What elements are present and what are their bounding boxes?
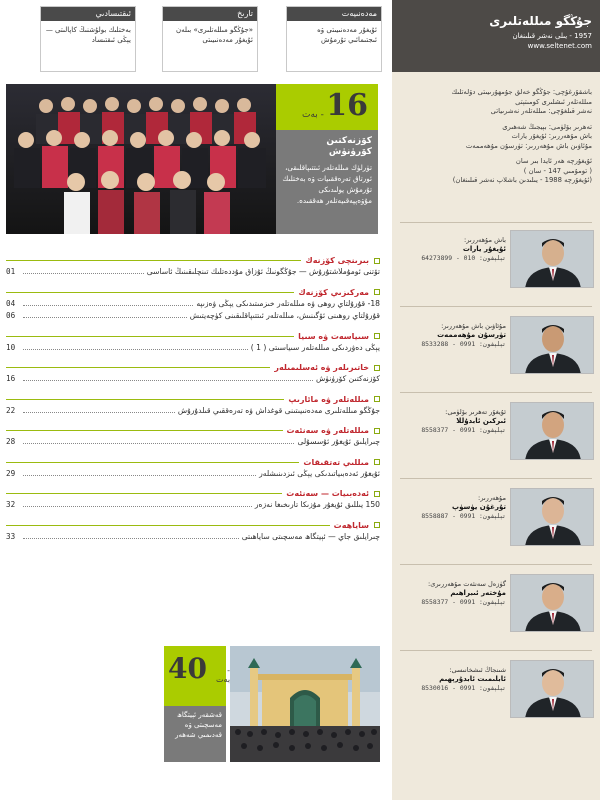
group-photo bbox=[6, 84, 276, 234]
toc-leader-dots bbox=[23, 443, 294, 444]
toc-section-header bbox=[6, 458, 380, 467]
staff-info bbox=[402, 236, 506, 263]
toc-page-number: 10 bbox=[6, 342, 16, 352]
toc-page-number: 16 bbox=[6, 374, 16, 383]
staff-role: باش مۇھەررىر: bbox=[463, 236, 506, 244]
toc-entry-title: چىرايلىق ئۇيغۇر ئۇسسۇلى bbox=[297, 437, 380, 446]
toc-section-header bbox=[6, 426, 380, 435]
logo-year: 1957 - يىلى نەشر قىلىنغان bbox=[512, 32, 592, 40]
teaser-card-culture[interactable] bbox=[286, 6, 382, 72]
toc-section-header bbox=[6, 256, 380, 265]
info-line: نەشر قىلغۇچى: مىللەتلەر نەشرىياتى bbox=[490, 107, 592, 115]
teaser-text: بەختلىك بولۇشنىڭ كاپالىتى — يېڭى ئىقتىساد bbox=[45, 26, 131, 44]
toc-page-number: 29 bbox=[6, 468, 16, 478]
section-rule bbox=[6, 260, 301, 261]
toc-page-number: 06 bbox=[6, 311, 16, 320]
info-line: (ئۇيغۇرچە 1988 - يىلىدىن باشلاپ نەشر قىلىنغان) bbox=[452, 176, 592, 184]
staff-phone: تېلېفون: 0991 - 8530016 bbox=[421, 684, 506, 692]
section-square-icon bbox=[374, 365, 380, 371]
page40-teaser: قەشقەر ئېيتگاھ مەسچىتى ۋە قەدىمىي شەھەر bbox=[164, 706, 226, 762]
staff-portrait bbox=[510, 316, 594, 374]
staff-phone: تېلېفون: 0991 - 8558887 bbox=[421, 512, 506, 520]
info-line: تەھرىر بۆلۈمى: بېيجىڭ شەھىرى bbox=[502, 122, 592, 131]
section-title: سىياسەت ۋە سىيا bbox=[298, 331, 369, 341]
section-rule bbox=[6, 525, 330, 526]
staff-phone: تېلېفون: 010 - 64273899 bbox=[421, 254, 506, 262]
toc-leader-dots bbox=[23, 349, 248, 350]
teaser-band: تارىخ bbox=[163, 7, 257, 21]
page16-label: - بەت bbox=[302, 110, 324, 120]
toc-entry-title: 18- قۇرۇلتاي روھى ۋە مىللەتلەر خىزمىتىدىكى يېڭى ۋەزىپە bbox=[196, 298, 380, 308]
sidebar-divider bbox=[400, 306, 592, 307]
staff-name: ئۇيغۇر يارات bbox=[462, 245, 506, 253]
toc-entry-title: جۇڭگو مىللەتلىرى مەدەنىيىتىنى قوغداش ۋە تەرەققىي قىلدۇرۇش bbox=[177, 405, 380, 415]
toc-section-header bbox=[6, 395, 380, 404]
staff-phone: تېلېفون: 0991 - 8558377 bbox=[421, 426, 506, 434]
section-title: ئەدەبىيات — سەنئەت bbox=[286, 489, 369, 498]
toc-section-header bbox=[6, 363, 380, 372]
section-square-icon bbox=[374, 396, 380, 402]
page16-teaser bbox=[276, 130, 378, 234]
staff-portrait bbox=[510, 230, 594, 288]
toc-leader-dots bbox=[23, 538, 239, 539]
section-title: مىللەتلەر ۋە سەنئەت bbox=[286, 426, 369, 435]
toc-entry-title: 150 يىللىق ئۇيغۇر مۇزىكا تارىخىغا نەزەر bbox=[254, 500, 380, 509]
section-rule bbox=[6, 367, 270, 368]
section-square-icon bbox=[374, 459, 380, 465]
staff-info bbox=[402, 494, 506, 521]
toc-entry[interactable] bbox=[6, 406, 380, 417]
teaser-band: ئىقتىسادىي bbox=[41, 7, 135, 21]
teaser-text: «جۇڭگو مىللەتلىرى» بىلەن ئۇيغۇر مەدەنىيىتى bbox=[175, 26, 253, 44]
info-line: باشقۇرغۇچى: جۇڭگو خەلق جۇمھۇرىيىتى دۆلەتلىك bbox=[451, 88, 592, 96]
section-square-icon bbox=[374, 333, 380, 339]
staff-portrait bbox=[510, 488, 594, 546]
staff-name: مۇختەر ئىبراھىم bbox=[450, 589, 506, 597]
staff-phone: تېلېفون: 0991 - 8558377 bbox=[421, 598, 506, 606]
sidebar-divider bbox=[400, 564, 592, 565]
staff-role: مۇھەررىر: bbox=[477, 494, 506, 502]
staff-info bbox=[402, 322, 506, 349]
toc-page-number: 04 bbox=[6, 298, 16, 308]
sidebar-divider bbox=[400, 222, 592, 223]
toc-entry-title: چىرايلىق جاي — ئېيتگاھ مەسچىتى ساياھىتى bbox=[241, 531, 380, 541]
toc-page-number: 32 bbox=[6, 500, 16, 509]
toc-entry[interactable] bbox=[6, 469, 380, 480]
toc-leader-dots bbox=[23, 273, 144, 274]
staff-role: گۈزەل سەنئەت مۇھەررىرى: bbox=[428, 580, 506, 588]
staff-info bbox=[402, 666, 506, 693]
toc-entry[interactable] bbox=[6, 299, 380, 310]
toc-entry-title: كۆزنەكتىن كۆرۈنۈش bbox=[316, 374, 380, 383]
toc-leader-dots bbox=[23, 305, 193, 306]
teaser-card-economy[interactable] bbox=[40, 6, 136, 72]
page40-number: 40 bbox=[168, 652, 207, 685]
section-square-icon bbox=[374, 428, 380, 434]
toc-entry[interactable] bbox=[6, 532, 380, 543]
magazine-logo[interactable] bbox=[392, 0, 600, 72]
sidebar-divider bbox=[400, 478, 592, 479]
sidebar-divider bbox=[400, 392, 592, 393]
mosque-photo bbox=[230, 646, 380, 762]
toc-entry[interactable] bbox=[6, 311, 380, 322]
toc-leader-dots bbox=[23, 475, 256, 476]
staff-phone: تېلېفون: 0991 - 8533288 bbox=[421, 340, 506, 348]
toc-page-number: 33 bbox=[6, 531, 16, 541]
logo-title: جۇڭگو مىللەتلىرى bbox=[489, 14, 592, 28]
info-line: ئۇيغۇرچە ھەر ئايدا بىر سان bbox=[515, 157, 592, 165]
staff-role: شىنجاڭ ئىشخانىسى: bbox=[449, 666, 506, 674]
teaser-text: ئۇيغۇر مەدەنىيىتى ۋە ئىجتىمائىي تۇرمۇش bbox=[317, 26, 377, 44]
toc-entry[interactable] bbox=[6, 343, 380, 354]
staff-name: ئابلىمىت ئابدۇرېھىم bbox=[439, 675, 506, 683]
staff-role: مۇئاۋىن باش مۇھەررىر: bbox=[441, 322, 506, 330]
toc-entry-title: يېڭى دەۋردىكى مىللەتلەر سىياسىتى ( 1 ) bbox=[250, 342, 380, 352]
section-rule bbox=[6, 430, 283, 431]
page16-heading: كۆزنەكتىن كۆرۈنۈش bbox=[326, 136, 372, 157]
toc-entry[interactable] bbox=[6, 500, 380, 511]
toc-section-header bbox=[6, 521, 380, 530]
page40-badge[interactable] bbox=[164, 646, 231, 706]
page16-number: 16 bbox=[326, 88, 368, 123]
section-square-icon bbox=[374, 491, 380, 497]
section-title: خاتىرىلەر ۋە ئەسلىمىلەر bbox=[274, 363, 369, 372]
staff-info bbox=[402, 408, 506, 435]
section-rule bbox=[6, 292, 294, 293]
section-square-icon bbox=[374, 289, 380, 295]
staff-portrait bbox=[510, 574, 594, 632]
toc-leader-dots bbox=[23, 506, 252, 507]
toc-entry-title: ئۇيغۇر ئەدەبىياتىدىكى يېڭى ئىزدىنىشلەر bbox=[259, 468, 380, 478]
section-title: ساياھەت bbox=[333, 520, 369, 530]
masthead-sidebar bbox=[392, 0, 600, 800]
table-of-contents bbox=[6, 254, 380, 544]
section-square-icon bbox=[374, 258, 380, 264]
sidebar-divider bbox=[400, 650, 592, 651]
logo-url[interactable]: www.seltenet.com bbox=[527, 42, 592, 50]
toc-page-number: 22 bbox=[6, 405, 16, 415]
staff-name: تۇرغۇن يۈسۈپ bbox=[452, 503, 506, 511]
publication-info bbox=[400, 88, 592, 186]
section-title: مىللەتلەر ۋە مائارىپ bbox=[288, 394, 369, 404]
toc-section-header bbox=[6, 332, 380, 341]
toc-leader-dots bbox=[23, 412, 175, 413]
toc-entry[interactable] bbox=[6, 267, 380, 278]
page40-label: - بەت bbox=[216, 666, 231, 684]
info-line: باش مۇھەررىر: ئۇيغۇر يارات bbox=[511, 132, 592, 140]
toc-page-number: 01 bbox=[6, 267, 16, 276]
staff-role: ئۇيغۇر تەھرىر بۆلۈمى: bbox=[445, 408, 506, 416]
staff-name: تۈرسۇن مۇھەممەت bbox=[437, 331, 506, 339]
info-line: مىللەتلەر ئىشلىرى كومىتېتى bbox=[515, 97, 592, 106]
toc-page-number: 28 bbox=[6, 437, 16, 446]
toc-section-header bbox=[6, 489, 380, 498]
toc-entry-title: تۆتنى ئومۇملاشتۇرۇش — جۇڭگونىڭ ئۇزاق مۇددەتلىك تىنچلىقىنىڭ ئاساسى bbox=[146, 267, 380, 276]
page16-body: تۈرلۈك مىللەتلەر ئىتتىپاقلىقى، ئورتاق تەرەققىيات ۋە بەختلىك تۇرمۇش يولىدىكى مۇۋەپپەقىيەتلەر ھەققىدە. bbox=[282, 163, 372, 205]
section-rule bbox=[6, 493, 282, 494]
info-line: مۇئاۋىن باش مۇھەررىر: تۈرسۇن مۇھەممەت bbox=[465, 141, 592, 150]
toc-leader-dots bbox=[23, 380, 313, 381]
teaser-card-history[interactable] bbox=[162, 6, 258, 72]
toc-leader-dots bbox=[23, 317, 187, 318]
staff-portrait bbox=[510, 660, 594, 718]
toc-entry[interactable] bbox=[6, 374, 380, 385]
staff-info bbox=[402, 580, 506, 607]
toc-section-header bbox=[6, 288, 380, 297]
info-line: ( تومۇمىي 147 - سان ) bbox=[523, 166, 592, 175]
section-rule bbox=[6, 336, 294, 337]
section-rule bbox=[6, 399, 284, 400]
staff-name: ئىركىن ئابدۇللا bbox=[456, 417, 506, 425]
teaser-band: مەدەنىيەت bbox=[287, 7, 381, 21]
section-title: مىللىي تەتقىقات bbox=[303, 457, 369, 467]
toc-entry-title: قۇرۇلتاي روھىنى ئۆگىنىش، مىللەتلەر ئىتتىپاقلىقىنى كۈچەيتىش bbox=[189, 311, 380, 320]
page16-badge[interactable] bbox=[276, 84, 378, 130]
toc-entry[interactable] bbox=[6, 437, 380, 448]
section-title: بىرىنچى كۆزنەك bbox=[305, 256, 369, 265]
section-title: مەركىزىي كۆزنەك bbox=[298, 287, 369, 297]
staff-portrait bbox=[510, 402, 594, 460]
section-square-icon bbox=[374, 522, 380, 528]
section-rule bbox=[6, 462, 299, 463]
